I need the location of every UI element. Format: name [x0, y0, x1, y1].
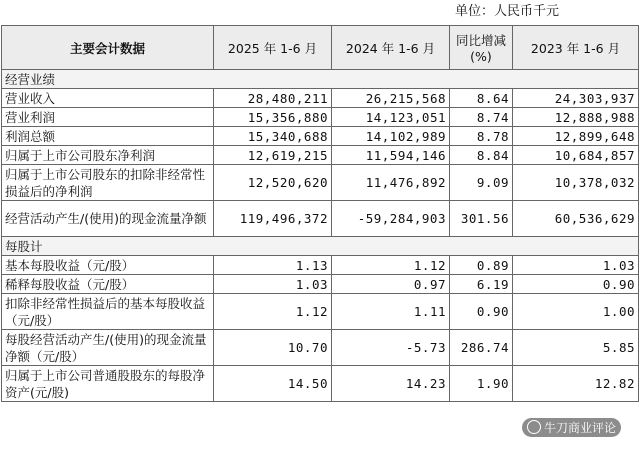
value-2023: 24,303,937	[513, 89, 639, 108]
table-row	[2, 108, 639, 127]
value-2023: 0.90	[513, 275, 639, 294]
table-row	[2, 366, 639, 402]
table-row	[2, 256, 639, 275]
value-2025: 1.12	[214, 294, 332, 330]
value-2024: 11,594,146	[332, 146, 450, 165]
value-yoy: 0.90	[450, 294, 513, 330]
value-yoy: 286.74	[450, 330, 513, 366]
row-label: 归属于上市公司普通股股东的每股净资产(元/股)	[2, 366, 214, 402]
watermark	[522, 418, 621, 437]
row-label: 基本每股收益（元/股）	[2, 256, 214, 275]
value-2025: 15,356,880	[214, 108, 332, 127]
value-yoy: 1.90	[450, 366, 513, 402]
value-2025: 1.03	[214, 275, 332, 294]
value-yoy: 9.09	[450, 165, 513, 201]
value-2023: 10,684,857	[513, 146, 639, 165]
row-label: 归属于上市公司股东的扣除非经常性损益后的净利润	[2, 165, 214, 201]
watermark-text: 牛刀商业评论	[544, 421, 617, 435]
value-2025: 12,619,215	[214, 146, 332, 165]
value-2025: 1.13	[214, 256, 332, 275]
section-title: 经营业绩	[2, 70, 639, 89]
value-2024: 14,102,989	[332, 127, 450, 146]
row-label: 利润总额	[2, 127, 214, 146]
table-row	[2, 201, 639, 237]
value-2024: 11,476,892	[332, 165, 450, 201]
table-header-row	[2, 26, 639, 70]
header-yoy	[450, 26, 513, 70]
table-row	[2, 330, 639, 366]
value-2023: 1.00	[513, 294, 639, 330]
table-row	[2, 146, 639, 165]
value-2025: 14.50	[214, 366, 332, 402]
financial-data-table	[1, 25, 639, 402]
value-2024: 14,123,051	[332, 108, 450, 127]
value-2025: 15,340,688	[214, 127, 332, 146]
value-2023: 5.85	[513, 330, 639, 366]
row-label: 归属于上市公司股东净利润	[2, 146, 214, 165]
header-2024: 2024 年 1-6 月	[332, 26, 450, 70]
row-label: 扣除非经常性损益后的基本每股收益（元/股）	[2, 294, 214, 330]
value-2025: 12,520,620	[214, 165, 332, 201]
value-2023: 60,536,629	[513, 201, 639, 237]
header-item: 主要会计数据	[2, 26, 214, 70]
value-yoy: 8.74	[450, 108, 513, 127]
table-row	[2, 165, 639, 201]
value-2023: 12,888,988	[513, 108, 639, 127]
value-2024: 1.12	[332, 256, 450, 275]
unit-line	[0, 0, 640, 24]
value-yoy: 0.89	[450, 256, 513, 275]
table-row	[2, 275, 639, 294]
value-2024: -5.73	[332, 330, 450, 366]
unit-label: 单位：人民币千元	[455, 4, 560, 19]
value-2023: 10,378,032	[513, 165, 639, 201]
value-yoy: 6.19	[450, 275, 513, 294]
value-yoy: 8.78	[450, 127, 513, 146]
table-row	[2, 127, 639, 146]
value-2023: 12.82	[513, 366, 639, 402]
value-2023: 1.03	[513, 256, 639, 275]
value-yoy: 8.84	[450, 146, 513, 165]
row-label: 营业利润	[2, 108, 214, 127]
value-2024: 1.11	[332, 294, 450, 330]
row-label: 每股经营活动产生/(使用)的现金流量净额（元/股）	[2, 330, 214, 366]
section-header-row	[2, 237, 639, 256]
value-2024: 14.23	[332, 366, 450, 402]
watermark-logo-icon	[527, 420, 541, 434]
row-label: 营业收入	[2, 89, 214, 108]
header-2025: 2025 年 1-6 月	[214, 26, 332, 70]
header-2023: 2023 年 1-6 月	[513, 26, 639, 70]
row-label: 稀释每股收益（元/股）	[2, 275, 214, 294]
table-row	[2, 294, 639, 330]
section-header-row	[2, 70, 639, 89]
header-yoy-unit: (%)	[470, 49, 492, 64]
value-yoy: 8.64	[450, 89, 513, 108]
value-2023: 12,899,648	[513, 127, 639, 146]
value-2024: -59,284,903	[332, 201, 450, 237]
value-2024: 26,215,568	[332, 89, 450, 108]
table-row	[2, 89, 639, 108]
value-2025: 28,480,211	[214, 89, 332, 108]
value-2025: 10.70	[214, 330, 332, 366]
row-label: 经营活动产生/(使用)的现金流量净额	[2, 201, 214, 237]
header-yoy-label: 同比增减	[455, 33, 506, 48]
value-yoy: 301.56	[450, 201, 513, 237]
value-2025: 119,496,372	[214, 201, 332, 237]
value-2024: 0.97	[332, 275, 450, 294]
section-title: 每股计	[2, 237, 639, 256]
